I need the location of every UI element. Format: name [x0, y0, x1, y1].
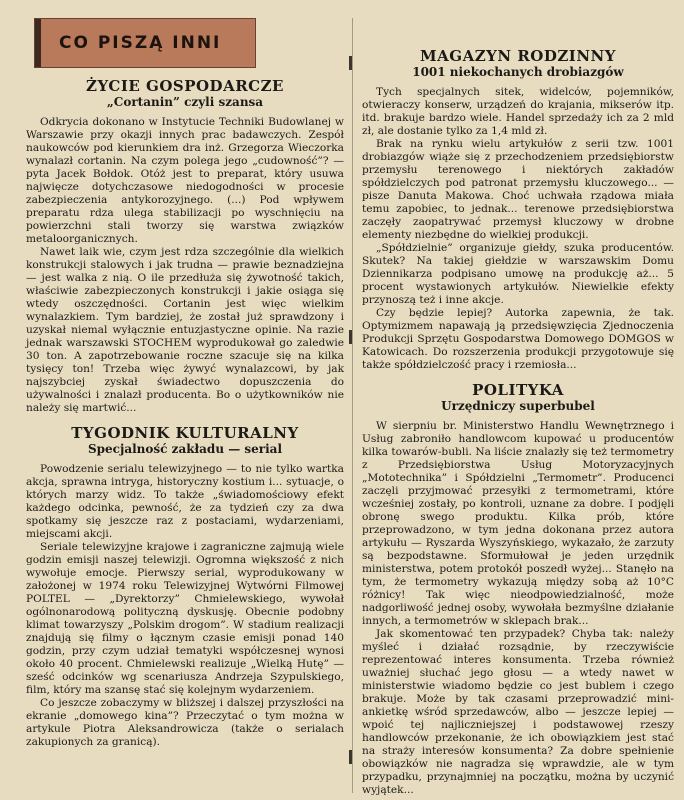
- banner-title: CO PISZĄ INNI: [59, 33, 222, 53]
- article-paragraph: Seriale telewizyjne krajowe i zagraniczne zajmują wiele godzin emisji naszej telewizji. Ogromna większość z nich wywołuje emocje. Pierwszy serial, wyprodukowany w założonej w 1974 roku Telewizyjnej Wytwórni Filmowej POLTEL — „Dyrektorzy” Chmielewskiego, wywołał ogólnonarodową polityczną dyskusję. Obecnie podobny klimat towarzyszy „Polskim drogom”. W stadium realizacji znajdują się filmy o łącznym czasie emisji ponad 140 godzin, przy czym udział tematyki współczesnej wynosi około 40 procent. Chmielewski realizuje „Wielką Hutę” — sześć odcinków wg scenariusza Andrzeja Szypulskiego, film, który ma szansę stać się kolejnym wydarzeniem.: [26, 541, 344, 696]
- left-column: [26, 18, 344, 749]
- section-heading-zycie-gospodarcze: ŻYCIE GOSPODARCZE: [86, 77, 284, 95]
- banner-stripe: [35, 19, 41, 67]
- section-heading-magazyn-rodzinny: MAGAZYN RODZINNY: [420, 47, 616, 65]
- article-paragraph: W sierpniu br. Ministerstwo Handlu Wewnętrznego i Usług zabroniło handlowcom kupować u producentów kilka towarów-bubli. Na liście znalazły się też termometry z Przedsiębiorstwa Usług Motoryzacyjnych „Mototechnika” i Spółdzielni „Termometr”. Producenci zaczęli przyjmować przesyłki z termometrami, które wcześniej zostały, po kontroli, uznane za dobre. I podjęli obronę swego produktu. Kilka prób, które przeprowadzono, w tym jedna dokonana przez autora artykułu — Ryszarda Wyszyńskiego, wykazało, że zarzuty są bezpodstawne. Sformułował je jeden urzędnik ministerstwa, potem protokół poszedł wyżej... Stanęło na tym, że termometry wykazują między sobą aż 10°C różnicy! Tak więc nieodpowiedzialność, może nadgorliwość jednej osoby, wywołała bezmyślne działanie innych, a termometrów w sklepach brak...: [362, 420, 674, 627]
- article-title-drobiazgi: 1001 niekochanych drobiazgów: [412, 65, 624, 79]
- right-column: [362, 18, 674, 797]
- column-divider: [352, 18, 353, 793]
- article-paragraph: Czy będzie lepiej? Autorka zapewnia, że tak. Optymizmem napawają ją przedsięwzięcia Zjednoczenia Produkcji Sprzętu Gospodarstwa Domowego DOMGOS w Katowicach. Do rozszerzenia produkcji przygotowuje się także spółdzielczość pracy i rzemiosła...: [362, 307, 674, 371]
- section-heading-polityka: POLITYKA: [472, 381, 564, 399]
- article-title-serial: Specjalność zakładu — serial: [87, 442, 282, 456]
- section-heading-tygodnik-kulturalny: TYGODNIK KULTURALNY: [71, 424, 299, 442]
- divider-mark: [349, 750, 352, 764]
- divider-mark: [349, 56, 352, 70]
- section-banner: [34, 18, 256, 68]
- article-paragraph: Nawet laik wie, czym jest rdza szczególnie dla wielkich konstrukcji stalowych i jak trudna — prawie beznadziejna — jest walka z nią. O ile przedłuża się żywotność takich, właściwie zabezpieczonych konstrukcji i jakie osiąga się wtedy oszczędności. Cortanin jest więc wielkim wynalazkiem. Tym bardziej, że został już sprawdzony i uzyskał niemal wyłącznie entuzjastyczne opinie. Na razie jednak warszawski STOCHEM wyprodukował go zaledwie 30 ton. A zapotrzebowanie roczne szacuje się na kilka tysięcy ton! Trzeba więc żywyć wynalazcowi, by jak najszybciej zyskał świadectwo dopuszczenia do używalności i znalazł producenta. Bo o użytkowników nie należy się martwić...: [26, 246, 344, 414]
- article-paragraph: Tych specjalnych sitek, widelców, pojemników, otwieraczy konserw, urządzeń do krajania, mikserów itp. itd. brakuje bardzo wiele. Handel sprzedaży ich za 2 mld zł, ale dostanie tylko za 1,4 mld zł.: [362, 86, 674, 137]
- article-paragraph: Co jeszcze zobaczymy w bliższej i dalszej przyszłości na ekranie „domowego kina”? Przeczytać o tym można w artykule Piotra Aleksandrowicza (także o serialach zakupionych za granicą).: [26, 697, 344, 748]
- article-paragraph: Jak skomentować ten przypadek? Chyba tak: należy myśleć i działać rozsądnie, by rzeczywiście reprezentować interes konsumenta. Trzeba również uważniej słuchać jego głosu — a wtedy nawet w ministerstwie wiadomo będzie co jest bublem i czego brakuje. Może by tak czasami przeprowadzić mini-ankietkę wśród sprzedawców, albo — jeszcze lepiej — wpoić tej najliczniejszej i podstawowej rzeszy handlowców przekonanie, że ich obowiązkiem jest stać na straży interesów konsumenta? Za dobre spełnienie obowiązków nie nagradza się wprawdzie, ale w tym przypadku, przynajmniej na początku, można by uczynić wyjątek...: [362, 628, 674, 796]
- article-paragraph: „Spółdzielnie” organizuje giełdy, szuka producentów. Skutek? Na takiej giełdzie w warszawskim Domu Dziennikarza podpisano umowę na produkcję aż... 5 procent wystawionych artykułów. Niewielkie efekty przynoszą też i inne akcje.: [362, 242, 674, 306]
- article-title-cortanin: „Cortanin” czyli szansa: [106, 95, 264, 109]
- article-title-superbubel: Urzędniczy superbubel: [441, 399, 595, 413]
- article-paragraph: Powodzenie serialu telewizyjnego — to nie tylko wartka akcja, sprawna intryga, historyczny kostium i... sytuacje, o których marzy widz. To także „świadomościowy efekt każdego odcinka, pewność, że za tydzień czy za dwa spotkamy się jeszcze raz z postaciami, wydarzeniami, miejscami akcji.: [26, 463, 344, 540]
- article-paragraph: Brak na rynku wielu artykułów z serii tzw. 1001 drobiazgów wiąże się z przechodzeniem przedsiębiorstw przemysłu terenowego i niektórych zakładów spółdzielczych pod patronat przemysłu kluczowego... — pisze Danuta Makowa. Choć uchwała rządowa miała temu zapobiec, to jednak... terenowe przedsiębiorstwa zaczęły zaopatrywać przemysł kluczowy w drobne elementy niezbędne do wielkiej produkcji.: [362, 138, 674, 241]
- article-paragraph: Odkrycia dokonano w Instytucie Techniki Budowlanej w Warszawie przy okazji innych prac badawczych. Zespół naukowców pod kierunkiem dra inż. Grzegorza Wieczorka wynalazł cortanin. Na czym polega jego „cudowność”? — pyta Jacek Bołdok. Otóż jest to preparat, który usuwa najwięcze dotychczasowe niedogodności w procesie zabezpieczenia antykorozyjnego. (...) Pod wpływem preparatu rdza ulega stabilizacji po wyschnięciu na powierzchni stali tworzy się warstwa związków metaloorganicznych.: [26, 116, 344, 245]
- divider-mark: [349, 330, 352, 344]
